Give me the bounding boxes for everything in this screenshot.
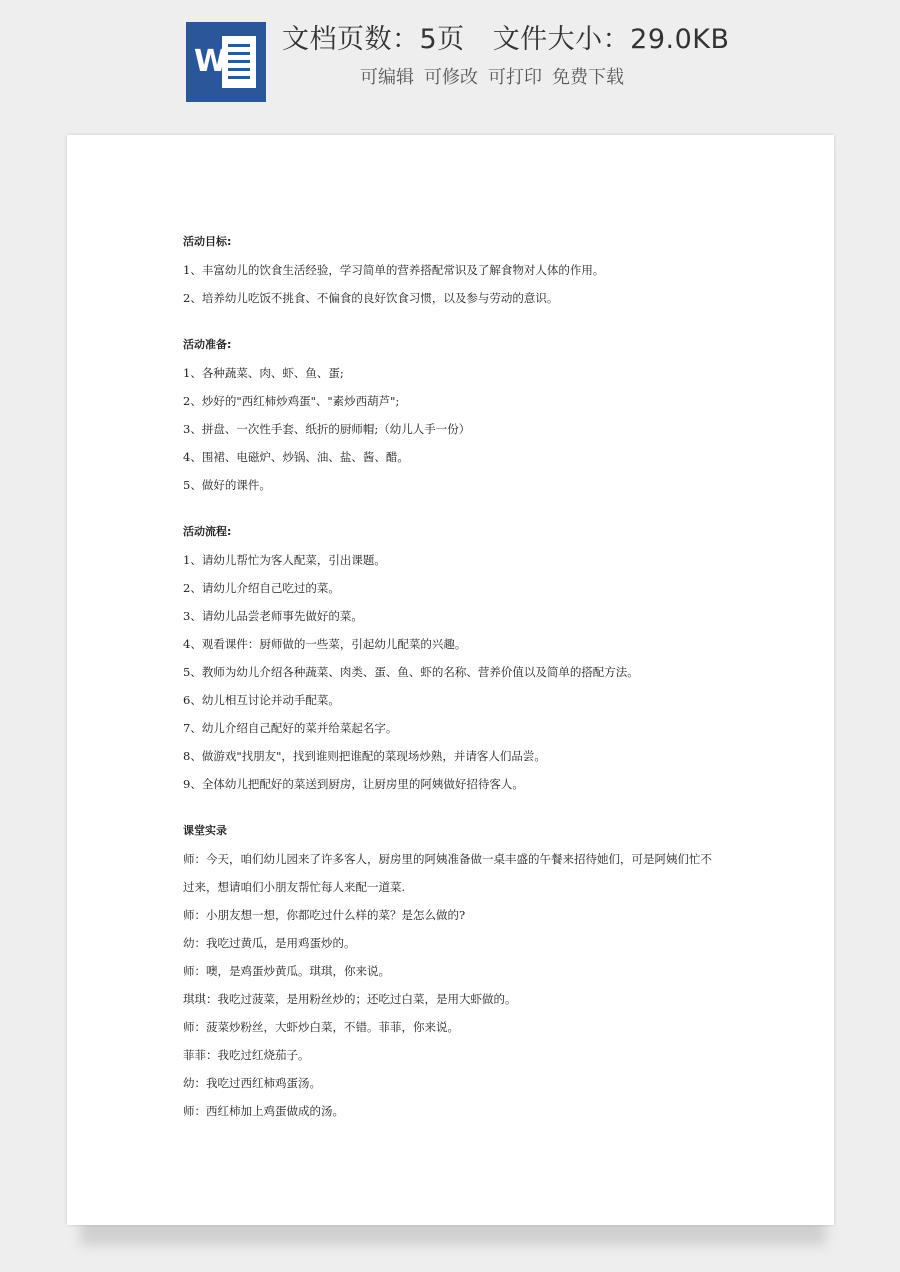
feature-free-download: 免费下载: [552, 67, 624, 88]
feature-editable: 可编辑: [360, 67, 414, 88]
transcript-line: 师：西红柿加上鸡蛋做成的汤。: [183, 1104, 344, 1118]
transcript-line: 幼：我吃过西红柿鸡蛋汤。: [183, 1076, 321, 1090]
file-info-title: [282, 20, 730, 60]
process-line: 2、请幼儿介绍自己吃过的菜。: [183, 581, 340, 595]
process-line: 8、做游戏"找朋友"，找到谁则把谁配的菜现场炒熟，并请客人们品尝。: [183, 749, 546, 763]
download-header: [0, 0, 900, 120]
process-line: 5、教师为幼儿介绍各种蔬菜、肉类、蛋、鱼、虾的名称、营养价值以及简单的搭配方法。: [183, 665, 639, 679]
section-heading-transcript: 课堂实录: [183, 824, 227, 837]
goal-line: 1、丰富幼儿的饮食生活经验，学习简单的营养搭配常识及了解食物对人体的作用。: [183, 263, 605, 277]
feature-modifiable: 可修改: [424, 67, 478, 88]
preparation-line: 4、围裙、电磁炉、炒锅、油、盐、酱、醋。: [183, 450, 409, 464]
transcript-line: 师：小朋友想一想，你都吃过什么样的菜？是怎么做的?: [183, 908, 466, 922]
preparation-line: 5、做好的课件。: [183, 478, 271, 492]
goal-line: 2、培养幼儿吃饭不挑食、不偏食的良好饮食习惯，以及参与劳动的意识。: [183, 291, 559, 305]
transcript-line: 师：菠菜炒粉丝，大虾炒白菜，不错。菲菲，你来说。: [183, 1020, 459, 1034]
preparation-line: 3、拼盘、一次性手套、纸折的厨师帽;（幼儿人手一份）: [183, 422, 471, 436]
document-lines-graphic: [222, 36, 256, 88]
section-heading-preparation: 活动准备:: [183, 338, 232, 351]
document-content: [183, 228, 743, 1125]
process-line: 4、观看课件：厨师做的一些菜，引起幼儿配菜的兴趣。: [183, 637, 467, 651]
feature-printable: 可打印: [488, 67, 542, 88]
section-heading-goals: 活动目标:: [183, 235, 232, 248]
word-document-icon: [186, 22, 266, 102]
process-line: 1、请幼儿帮忙为客人配菜，引出课题。: [183, 553, 386, 567]
transcript-line: 幼：我吃过黄瓜，是用鸡蛋炒的。: [183, 936, 356, 950]
transcript-line: 过来，想请咱们小朋友帮忙每人来配一道菜.: [183, 880, 406, 894]
transcript-line: 师：今天，咱们幼儿园来了许多客人，厨房里的阿姨准备做一桌丰盛的午餐来招待她们，可是阿姨们忙不: [183, 852, 712, 866]
file-size-label: 文件大小：29.0KB: [492, 24, 730, 55]
word-icon-letter: W: [194, 44, 228, 79]
page-count-label: 文档页数：5页: [282, 24, 465, 55]
section-heading-process: 活动流程:: [183, 525, 232, 538]
preparation-line: 2、炒好的"西红柿炒鸡蛋"、"素炒西葫芦";: [183, 394, 400, 408]
preparation-line: 1、各种蔬菜、肉、虾、鱼、蛋;: [183, 366, 344, 380]
process-line: 6、幼儿相互讨论并动手配菜。: [183, 693, 340, 707]
transcript-line: 菲菲：我吃过红烧茄子。: [183, 1048, 310, 1062]
transcript-line: 琪琪：我吃过菠菜，是用粉丝炒的；还吃过白菜，是用大虾做的。: [183, 992, 517, 1006]
transcript-line: 师：噢，是鸡蛋炒黄瓜。琪琪，你来说。: [183, 964, 390, 978]
process-line: 9、全体幼儿把配好的菜送到厨房，让厨房里的阿姨做好招待客人。: [183, 777, 524, 791]
process-line: 7、幼儿介绍自己配好的菜并给菜起名字。: [183, 721, 398, 735]
process-line: 3、请幼儿品尝老师事先做好的菜。: [183, 609, 363, 623]
feature-list: [360, 64, 634, 92]
